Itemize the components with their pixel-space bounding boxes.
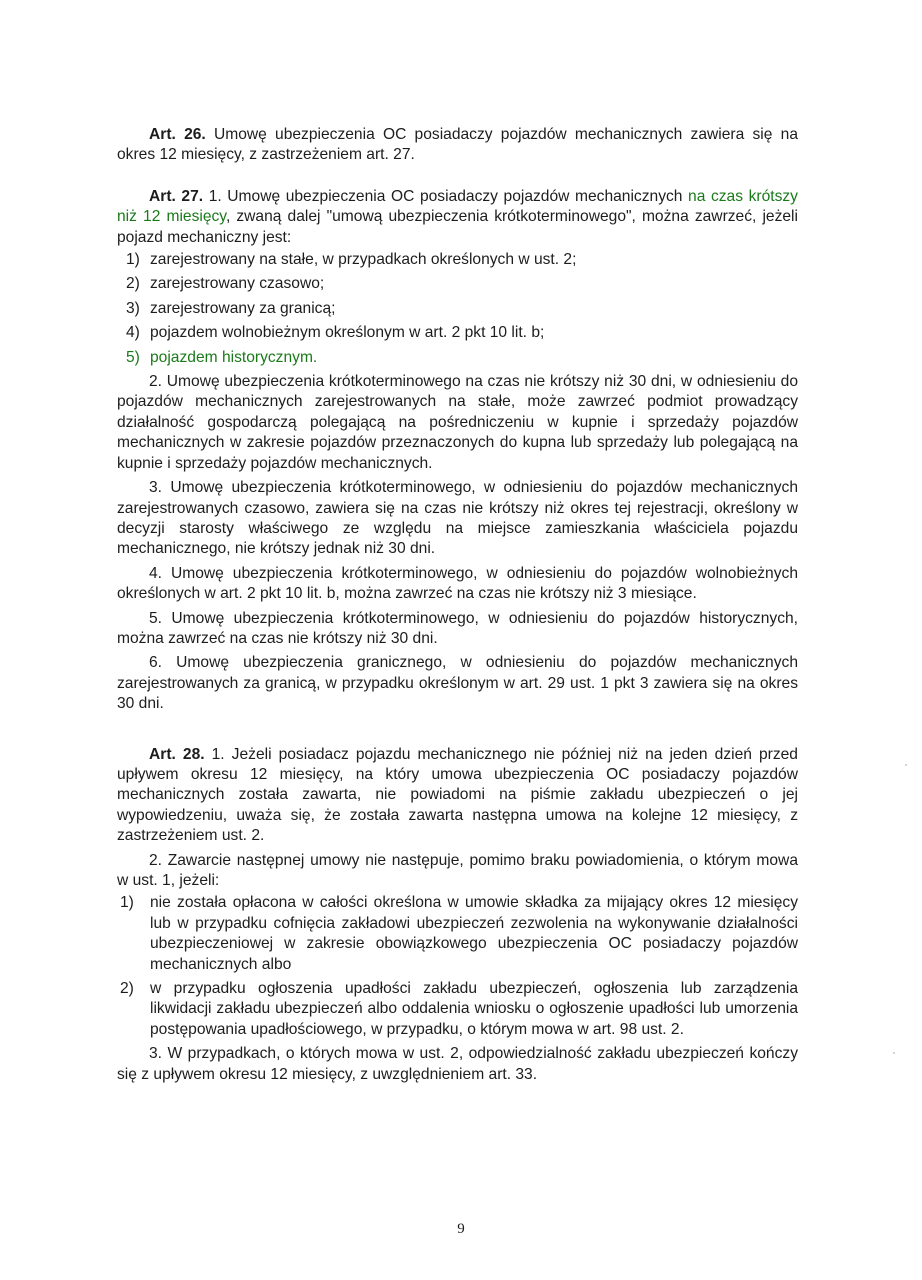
art27-p6: 6. Umowę ubezpieczenia granicznego, w odniesieniu do pojazdów mechanicznych zarejestrowanych za granicą, w przypadku określonym w art. 29 ust. 1 pkt 3 zawiera się na okres 30 dni. <box>117 654 798 713</box>
list-item <box>117 323 798 343</box>
art26-text: Umowę ubezpieczenia OC posiadaczy pojazdów mechanicznych zawiera się na okres 12 miesięcy, z zastrzeżeniem art. 27. <box>117 126 798 164</box>
scan-speck <box>905 764 907 766</box>
list-item-number: 3) <box>126 299 140 317</box>
scan-speck <box>893 1052 895 1054</box>
art28-p1-text: 1. Jeżeli posiadacz pojazdu mechanicznego nie później niż na jeden dzień przed upływem okresu 12 miesięcy, na który umowa ubezpieczenia OC posiadaczy pojazdów mechanicznych została zawarta, nie powiadomi na piśmie zakładu ubezpieczeń o jej wypowiedzeniu, uważa się, że została zawarta następna umowa na kolejne 12 miesięcy, z zastrzeżeniem ust. 2. <box>117 745 798 845</box>
page-number: 9 <box>457 1221 465 1237</box>
list-item-amended <box>117 348 798 368</box>
list-item-text: pojazdem historycznym. <box>150 348 318 366</box>
art27-p1 <box>117 187 798 248</box>
art27-p1-text-a: Umowę ubezpieczenia OC posiadaczy pojazdów mechanicznych <box>227 187 683 205</box>
art27-p5: 5. Umowę ubezpieczenia krótkoterminowego, w odniesieniu do pojazdów historycznych, można zawrzeć na czas nie krótszy niż 30 dni. <box>117 609 798 647</box>
list-item-text: pojazdem wolnobieżnym określonym w art. 2 pkt 10 lit. b; <box>150 324 545 342</box>
art27-label: Art. 27. <box>149 187 204 205</box>
art28-p1 <box>117 745 798 847</box>
list-item-text: zarejestrowany na stałe, w przypadkach określonych w ust. 2; <box>150 251 577 269</box>
list-item-number: 2) <box>120 980 134 998</box>
list-item-number: 4) <box>126 324 140 342</box>
document-body <box>117 125 798 1085</box>
list-item-number: 1) <box>120 894 134 912</box>
art27-p1-text-b: , zwaną dalej "umową ubezpieczenia krótkoterminowego", można zawrzeć, jeżeli pojazd mechaniczny jest: <box>117 208 798 246</box>
list-item-text: nie została opłacona w całości określona w umowie składka za mijający okres 12 miesięcy lub w przypadku cofnięcia zakładowi ubezpieczeń zezwolenia na wykonywanie działalności ubezpieczeniowej w zakresie obowiązkowego ubezpieczenia OC posiadaczy pojazdów mechanicznych albo <box>150 894 798 973</box>
list-item-text: w przypadku ogłoszenia upadłości zakładu ubezpieczeń, ogłoszenia lub zarządzenia likwidacji zakładu ubezpieczeń albo oddalenia wniosku o ogłoszenie upadłości lub umorzenia postępowania upadłościowego, w przypadku, o którym mowa w art. 98 ust. 2. <box>150 980 798 1038</box>
art27-p2: 2. Umowę ubezpieczenia krótkoterminowego na czas nie krótszy niż 30 dni, w odniesieniu do pojazdów mechanicznych zarejestrowanych na stałe, może zawrzeć podmiot prowadzący działalność gospodarczą polegającą na pośredniczeniu w kupnie i sprzedaży pojazdów mechanicznych w zakresie pojazdów przeznaczonych do kupna lub sprzedaży lub polegającą na kupnie i sprzedaży pojazdów mechanicznych. <box>117 373 798 472</box>
list-item <box>117 979 798 1040</box>
list-item-number: 1) <box>126 251 140 269</box>
art27-p3: 3. Umowę ubezpieczenia krótkoterminowego, w odniesieniu do pojazdów mechanicznych zarejestrowanych czasowo, zawiera się na czas nie krótszy niż okres tej rejestracji, określony w decyzji starosty właściwego ze względu na miejsce zamieszkania właściciela pojazdu mechanicznego, nie krótszy jednak niż 30 dni. <box>117 479 798 558</box>
art28-label: Art. 28. <box>149 745 205 763</box>
art27-items-list <box>117 250 798 368</box>
art28-p2: 2. Zawarcie następnej umowy nie następuje, pomimo braku powiadomienia, o którym mowa w ust. 1, jeżeli: <box>117 851 798 889</box>
list-item <box>117 274 798 294</box>
list-item-text: zarejestrowany za granicą; <box>150 299 336 317</box>
art28-p3: 3. W przypadkach, o których mowa w ust. 2, odpowiedzialność zakładu ubezpieczeń kończy się z upływem okresu 12 miesięcy, z uwzględnieniem art. 33. <box>117 1045 798 1083</box>
art27-p1-amended-text: na czas krótszy niż 12 miesięcy <box>117 187 798 226</box>
list-item <box>117 250 798 270</box>
list-item-number: 5) <box>126 348 140 366</box>
list-item-text: zarejestrowany czasowo; <box>150 275 325 293</box>
art26-paragraph <box>117 125 798 166</box>
art28-items-list <box>117 893 798 1040</box>
art26-label: Art. 26. <box>149 126 206 143</box>
art27-p4: 4. Umowę ubezpieczenia krótkoterminowego, w odniesieniu do pojazdów wolnobieżnych określonych w art. 2 pkt 10 lit. b, można zawrzeć na czas nie krótszy niż 3 miesiące. <box>117 564 798 603</box>
list-item <box>117 299 798 319</box>
list-item <box>117 893 798 975</box>
art27-p1-num: 1. <box>208 187 222 205</box>
list-item-number: 2) <box>126 275 140 293</box>
